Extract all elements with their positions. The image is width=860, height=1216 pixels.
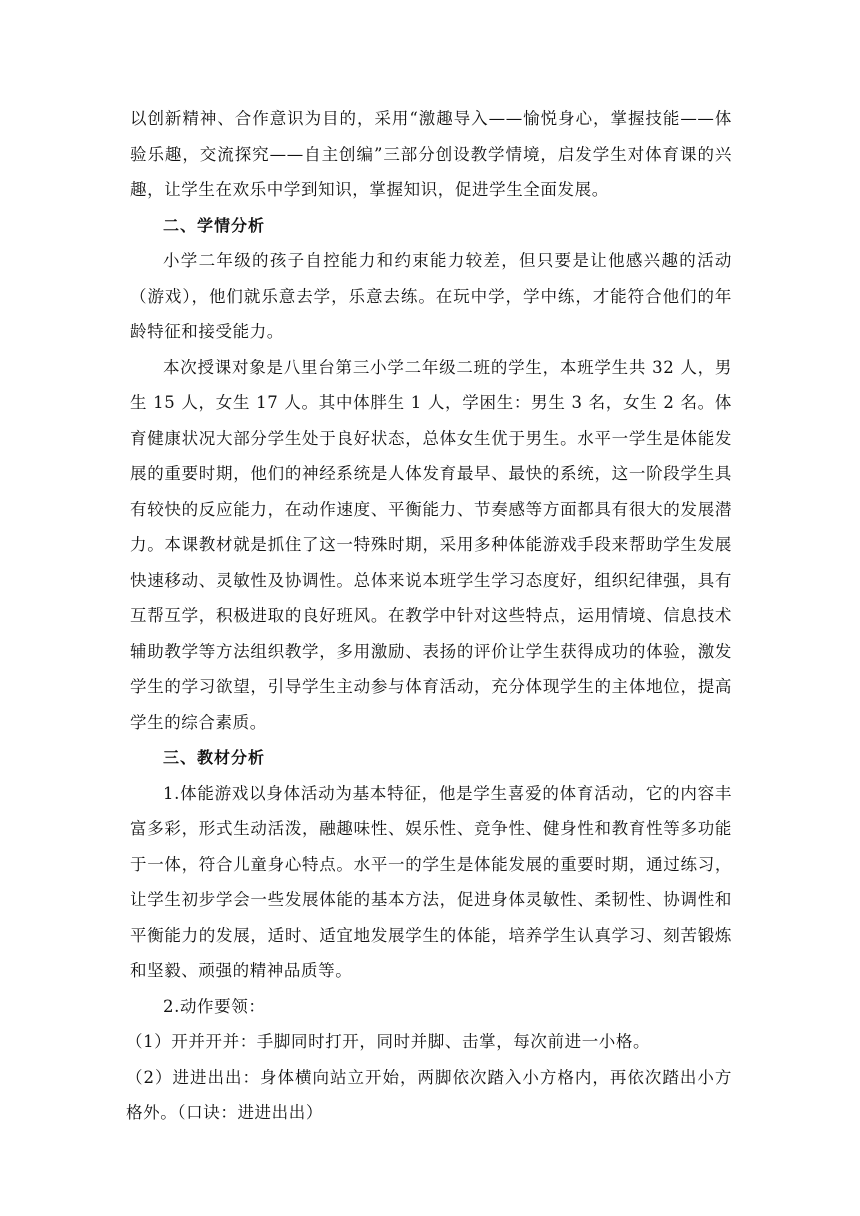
learner-analysis-paragraph-1: 小学二年级的孩子自控能力和约束能力较差，但只要是让他感兴趣的活动（游戏），他们就乐意去学，乐意去练。在玩中学，学中练，才能符合他们的年龄特征和接受能力。 bbox=[130, 251, 732, 341]
list-item-2: （2）进进出出：身体横向站立开始，两脚依次踏入小方格内，再依次踏出小方格外。（口诀：进进出出） bbox=[126, 1067, 732, 1122]
intro-paragraph: 以创新精神、合作意识为目的，采用“激趣导入——愉悦身心，掌握技能——体验乐趣，交流探究——自主创编”三部分创设教学情境，启发学生对体育课的兴趣，让学生在欢乐中学到知识，掌握知识，促进学生全面发展。 bbox=[130, 109, 732, 199]
list-item-1: （1）开并开并：手脚同时打开，同时并脚、击掌，每次前进一小格。 bbox=[126, 1032, 651, 1051]
section-heading-material-analysis: 三、教材分析 bbox=[163, 748, 266, 767]
section-heading-learner-analysis: 二、学情分析 bbox=[163, 215, 266, 235]
document-body bbox=[126, 101, 732, 1131]
learner-analysis-paragraph-2: 本次授课对象是八里台第三小学二年级二班的学生，本班学生共 32 人，男生 15 人，女生 17 人。其中体胖生 1 人，学困生：男生 3 名，女生 2 名。体育健康状况大部分学生处于良好状态，总体女生优于男生。水平一学生是体能发展的重要时期，他们的神经系统是人体发育最早、最快的系统，这一阶段学生具有较快的反应能力，在动作速度、平衡能力、节奏感等方面都具有很大的发展潜力。本课教材就是抓住了这一特殊时期，采用多种体能游戏手段来帮助学生发展快速移动、灵敏性及协调性。总体来说本班学生学习态度好，组织纪律强，具有互帮互学，积极进取的良好班风。在教学中针对这些特点，运用情境、信息技术辅助教学等方法组织教学，多用激励、表扬的评价让学生获得成功的体验，激发学生的学习欲望，引导学生主动参与体育活动，充分体现学生的主体地位，提高学生的综合素质。 bbox=[130, 357, 732, 732]
material-analysis-subheading: 2.动作要领： bbox=[163, 996, 266, 1016]
material-analysis-paragraph-1: 1.体能游戏以身体活动为基本特征，他是学生喜爱的体育活动，它的内容丰富多彩，形式生动活泼，融趣味性、娱乐性、竞争性、健身性和教育性等多功能于一体，符合儿童身心特点。水平一的学生是体能发展的重要时期，通过练习，让学生初步学会一些发展体能的基本方法，促进身体灵敏性、柔韧性、协调性和平衡能力的发展，适时、适宜地发展学生的体能，培养学生认真学习、刻苦锻炼和坚毅、顽强的精神品质等。 bbox=[130, 783, 732, 980]
